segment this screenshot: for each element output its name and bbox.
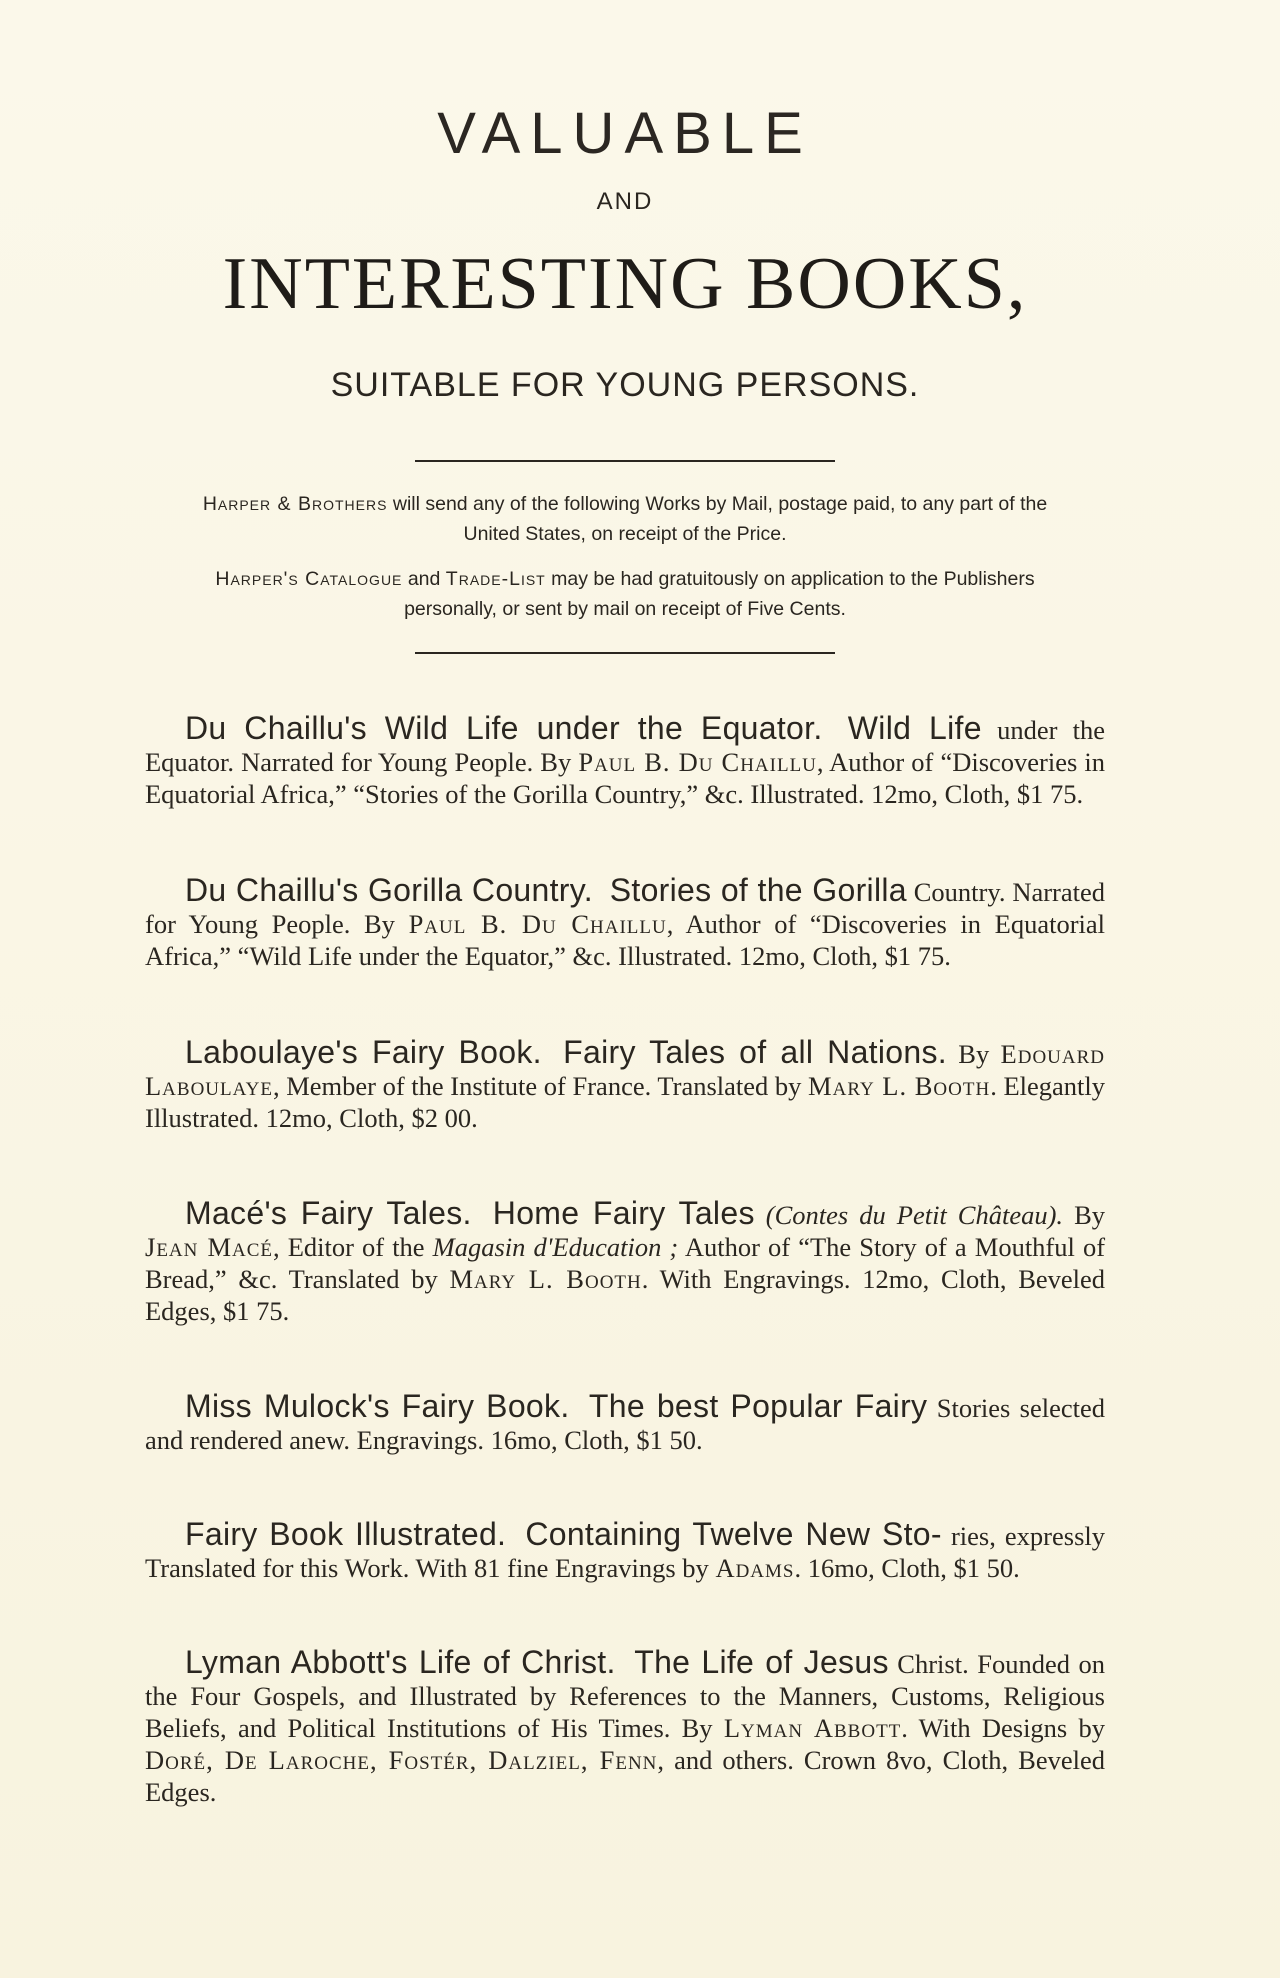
book-subtitle: Wild Life (847, 710, 982, 746)
book-title: Du Chaillu's Gorilla Country. (185, 872, 593, 908)
book-illustrator: Adams (715, 1553, 795, 1583)
book-author: Edouard Laboulaye (145, 1039, 1106, 1101)
book-description: Author of “The Story of a Mouthful of Bread,” &c. Translated by (145, 1232, 1106, 1294)
notice-catalogue-text: may be had gratuitously on application to the Publishers personally, or sent by mail on receipt of Five Cents. (404, 568, 1035, 620)
book-subtitle: The best Popular Fairy (588, 1388, 928, 1424)
book-title: Fairy Book Illustrated. (185, 1516, 507, 1552)
title-interesting-books: INTERESTING BOOKS, (222, 243, 1028, 325)
book-entry (145, 1646, 1105, 1808)
book-subtitle: The Life of Jesus (634, 1644, 889, 1680)
publisher-name: Harper & Brothers (202, 493, 388, 515)
book-subtitle: Fairy Tales of all Nations. (563, 1034, 947, 1070)
book-illustrators: Doré, De Laroche, Fostér, Dalziel, Fenn (145, 1745, 658, 1775)
book-author: Paul B. Du Chaillu (578, 747, 817, 777)
notice-mail-text: will send any of the following Works by Mail, postage paid, to any part of the United States, on receipt of the Price. (392, 493, 1048, 545)
book-description: , Author of “Discoveries in Equatorial Africa,” “Stories of the Gorilla Country,” &c. Illustrated. 12mo, Cloth, $1 75. (145, 747, 1106, 809)
book-entry (145, 874, 1105, 972)
divider-bottom (415, 652, 835, 654)
book-description: , Member of the Institute of France. Translated by (272, 1071, 802, 1101)
book-entry (145, 1390, 1105, 1456)
book-description: , Author of “Discoveries in Equatorial Africa,” “Wild Life under the Equator,” &c. Illustrated. 12mo, Cloth, $1 75. (145, 909, 1106, 971)
book-description: . 16mo, Cloth, $1 50. (794, 1553, 1020, 1583)
book-entry (145, 1197, 1105, 1327)
book-title: Du Chaillu's Wild Life under the Equator. (185, 710, 823, 746)
book-translator: Mary L. Booth (808, 1071, 991, 1101)
notice-and: and (407, 568, 441, 590)
notice-catalogue (175, 564, 1075, 624)
book-subtitle: Stories of the Gorilla (609, 872, 907, 908)
notice-mail (175, 489, 1075, 549)
book-entry (145, 1036, 1105, 1134)
book-description: under the Equator. Narrated for Young People. By (145, 715, 1106, 777)
book-author: Paul B. Du Chaillu (408, 909, 667, 939)
book-entry (145, 1518, 1105, 1584)
book-description: By (1074, 1200, 1106, 1230)
book-entry (145, 712, 1105, 810)
book-subtitle: Containing Twelve New Sto- (525, 1516, 942, 1552)
title-and: AND (596, 188, 654, 215)
book-title: Lyman Abbott's Life of Christ. (185, 1644, 616, 1680)
book-title: Miss Mulock's Fairy Book. (185, 1388, 570, 1424)
trade-list-name: Trade-List (445, 568, 546, 590)
book-description: , Editor of the (273, 1232, 425, 1262)
title-valuable: VALUABLE (437, 101, 813, 166)
book-magazine-title: Magasin d'Education ; (432, 1232, 679, 1262)
book-description: . With Engravings. 12mo, Cloth, Beveled Edges, $1 75. (145, 1264, 1106, 1326)
book-description: ries, expressly Translated for this Work. With 81 fine Engravings by (145, 1521, 1105, 1583)
book-subtitle: Home Fairy Tales (492, 1195, 755, 1231)
catalogue-name: Harper's Catalogue (215, 568, 403, 590)
book-description: . With Designs by (901, 1713, 1105, 1743)
book-author: Lyman Abbott (723, 1713, 902, 1743)
title-subtitle: SUITABLE FOR YOUNG PERSONS. (330, 366, 920, 404)
book-original-title: (Contes du Petit Château). (765, 1200, 1064, 1230)
book-author: Jean Macé (145, 1232, 274, 1262)
book-description: Country. Narrated for Young People. By (145, 877, 1106, 939)
book-description: By (958, 1039, 990, 1069)
book-translator: Mary L. Booth (449, 1264, 642, 1294)
book-description: , and others. Crown 8vo, Cloth, Beveled Edges. (145, 1745, 1105, 1807)
divider-top (415, 460, 835, 462)
book-description: Christ. Founded on the Four Gospels, and Illustrated by References to the Manners, Customs, Religious Beliefs, and Political Institutions of His Times. By (145, 1649, 1106, 1743)
book-title: Laboulaye's Fairy Book. (185, 1034, 542, 1070)
book-description: Stories selected and rendered anew. Engravings. 16mo, Cloth, $1 50. (145, 1393, 1106, 1455)
book-title: Macé's Fairy Tales. (185, 1195, 472, 1231)
book-description: . Elegantly Illustrated. 12mo, Cloth, $2 00. (145, 1071, 1106, 1133)
